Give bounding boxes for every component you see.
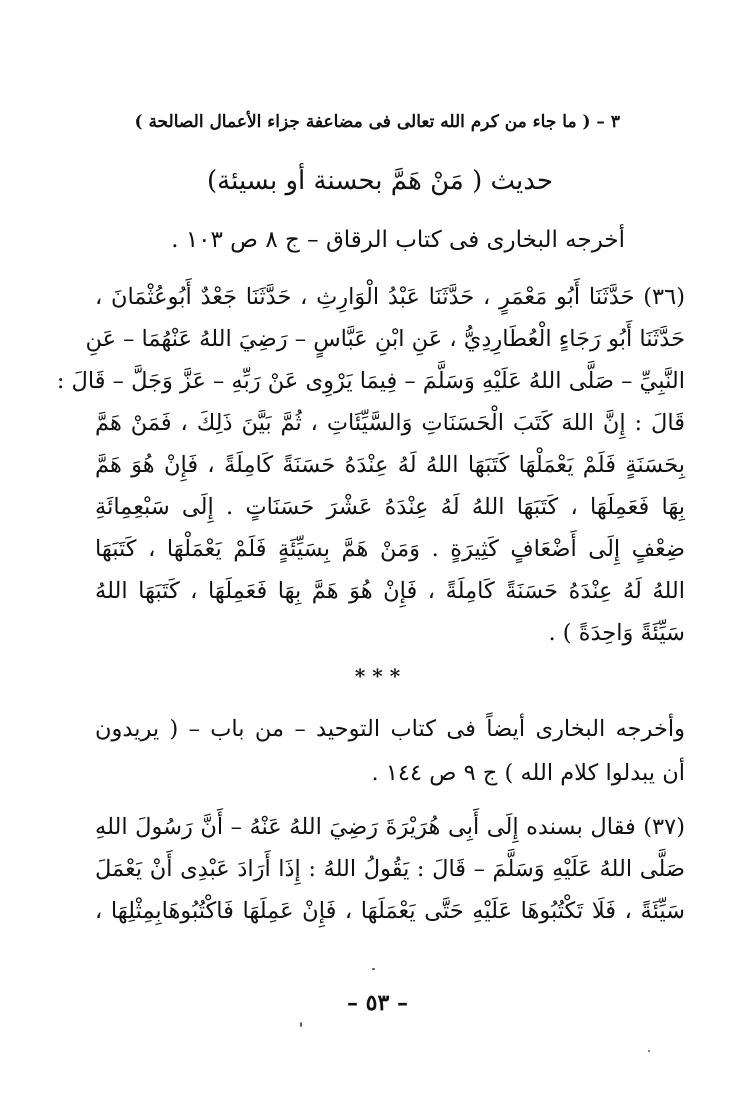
scan-speck xyxy=(300,1022,302,1027)
hadith-36-line: حَدَّثَنَا أَبُو رَجَاءٍ الْعُطَارِدِيُّ ، عَنِ ابْنِ عَبَّاسٍ – رَضِيَ اللهُ عَنْهُمَا – عَنِ xyxy=(85,326,685,352)
hadith-36-line: قَالَ : إِنَّ اللهَ كَتَبَ الْحَسَنَاتِ وَالسَّيِّئَاتِ ، ثُمَّ بَيَّنَ ذَلِكَ ، فَمَنْ هَمَّ xyxy=(95,410,685,436)
hadith-title: حديث ( مَنْ هَمَّ بحسنة أو بسيئة) xyxy=(207,166,553,196)
scan-speck xyxy=(372,968,375,970)
section-separator: * * * xyxy=(354,664,401,688)
hadith-37-line: صَلَّى اللهُ عَلَيْهِ وَسَلَّمَ – قَالَ : يَقُولُ اللهُ : إِذَا أَرَادَ عَبْدِى أَنْ يَعْمَلَ xyxy=(95,856,685,882)
hadith-37-line: (٣٧) فقال بسنده إِلَى أَبِى هُرَيْرَةَ رَضِيَ اللهُ عَنْهُ – أَنَّ رَسُولَ اللهِ xyxy=(95,814,685,840)
page-number: – ٥٣ – xyxy=(347,990,408,1016)
source-line: وأخرجه البخارى أيضاً فى كتاب التوحيد – من باب – ( يريدون xyxy=(95,716,685,742)
hadith-36-line: سَيِّئَةً وَاحِدَةً ) . xyxy=(548,620,685,646)
chapter-header: ٣ – ( ما جاء من كرم الله تعالى فى مضاعفة جزاء الأعمال الصالحة ) xyxy=(134,112,620,132)
hadith-36-line: ضِعْفٍ إِلَى أَضْعَافٍ كَثِيرَةٍ . وَمَنْ هَمَّ بِسَيِّئَةٍ فَلَمْ يَعْمَلْهَا ، كَتَبَهَا xyxy=(95,536,685,562)
source-line: أن يبدلوا كلام الله ) ج ٩ ص ١٤٤ . xyxy=(371,760,685,786)
hadith-36-line: النَّبِيِّ – صَلَّى اللهُ عَلَيْهِ وَسَلَّمَ – فِيمَا يَرْوِى عَنْ رَبِّهِ – عَزَّ وَجَلَّ – قَالَ : xyxy=(56,368,685,394)
hadith-36-line: بِهَا فَعَمِلَهَا ، كَتَبَهَا اللهُ لَهُ عِنْدَهُ عَشْرَ حَسَنَاتٍ . إِلَى سَبْعِمِائَةِ xyxy=(95,494,685,520)
scan-speck xyxy=(648,1050,650,1052)
hadith-36-line: اللهُ لَهُ عِنْدَهُ حَسَنَةً كَامِلَةً ، فَإِنْ هُوَ هَمَّ بِهَا فَعَمِلَهَا ، كَتَبَهَا اللهُ xyxy=(95,578,685,604)
hadith-36-line: بِحَسَنَةٍ فَلَمْ يَعْمَلْهَا كَتَبَهَا اللهُ لَهُ عِنْدَهُ حَسَنَةً كَامِلَةً ، فَإِنْ هُوَ هَمَّ xyxy=(95,452,685,478)
hadith-37-line: سَيِّئَةً ، فَلَا تَكْتُبُوهَا عَلَيْهِ حَتَّى يَعْمَلَهَا ، فَإِنْ عَمِلَهَا فَاكْتُبُوهَابِمِثْلِهَا ، xyxy=(95,898,685,924)
hadith-36-line: (٣٦) حَدَّثَنَا أَبُو مَعْمَرٍ ، حَدَّثَنَا عَبْدُ الْوَارِثِ ، حَدَّثَنَا جَعْدٌ أَبُوعُثْمَانَ ، xyxy=(95,284,685,310)
source-reference: أخرجه البخارى فى كتاب الرقاق – ج ٨ ص ١٠٣ . xyxy=(171,227,625,253)
